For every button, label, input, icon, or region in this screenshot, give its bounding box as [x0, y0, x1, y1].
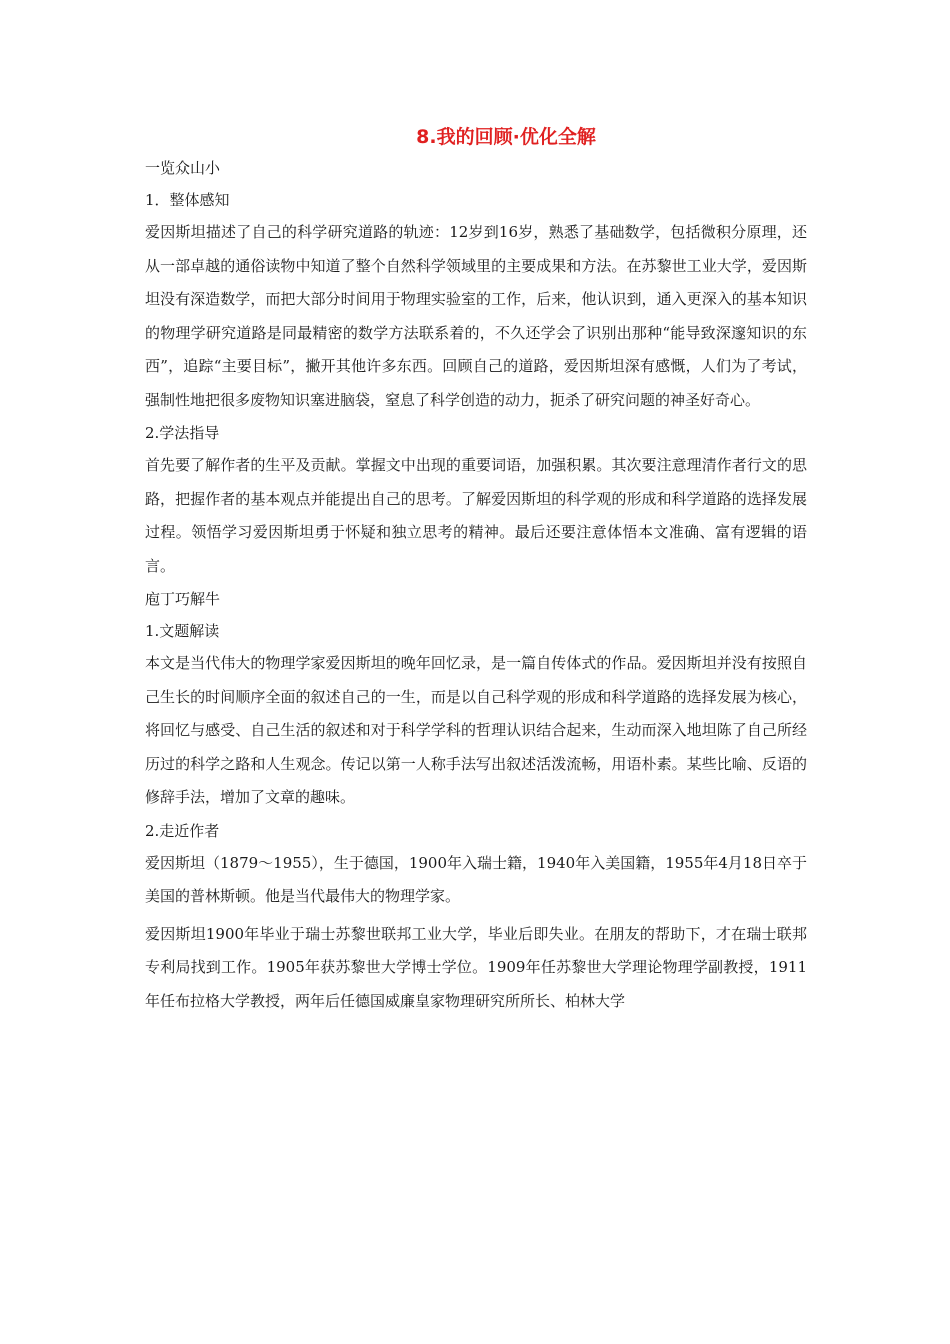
- subheading-about-author: 2.走近作者: [145, 821, 220, 840]
- document-page: [145, 122, 807, 1018]
- paragraph-author-bio-1: 爱因斯坦（1879～1955），生于德国，1900年入瑞士籍，1940年入美国籍，1955年4月18日卒于美国的普林斯顿。他是当代最伟大的物理学家。: [145, 853, 808, 905]
- section-heading-analysis: 庖丁巧解牛: [145, 590, 221, 608]
- paragraph-overall-perception: 爱因斯坦描述了自己的科学研究道路的轨迹：12岁到16岁，熟悉了基础数学，包括微积分原理，还从一部卓越的通俗读物中知道了整个自然科学领域里的主要成果和方法。在苏黎世工业大学，爱因斯坦没有深造数学，而把大部分时间用于物理实验室的工作，后来，他认识到，通入更深入的基本知识的物理学研究道路是同最精密的数学方法联系着的，不久还学会了识别出那种“能导致深邃知识的东西”，追踪“主要目标”，撇开其他许多东西。回顾自己的道路，爱因斯坦深有感慨，人们为了考试，强制性地把很多废物知识塞进脑袋，窒息了科学创造的动力，扼杀了研究问题的神圣好奇心。: [145, 223, 807, 409]
- section-heading-overview: 一览众山小: [145, 159, 221, 177]
- subheading-title-interpretation: 1.文题解读: [145, 622, 220, 640]
- paragraph-title-interpretation: 本文是当代伟大的物理学家爱因斯坦的晚年回忆录，是一篇自传体式的作品。爱因斯坦并没有按照自己生长的时间顺序全面的叙述自己的一生，而是以自己科学观的形成和科学道路的选择发展为核心，将回忆与感受、自己生活的叙述和对于科学学科的哲理认识结合起来，生动而深入地坦陈了自己所经历过的科学之路和人生观念。传记以第一人称手法写出叙述活泼流畅，用语朴素。某些比喻、反语的修辞手法，增加了文章的趣味。: [145, 654, 807, 806]
- paragraph-author-bio-2: 爱因斯坦1900年毕业于瑞士苏黎世联邦工业大学，毕业后即失业。在朋友的帮助下，才在瑞士联邦专利局找到工作。1905年获苏黎世大学博士学位。1909年任苏黎世大学理论物理学副教授，1911年任布拉格大学教授，两年后任德国威廉皇家物理研究所所长、柏林大学: [145, 924, 807, 1010]
- paragraph-study-guide: 首先要了解作者的生平及贡献。掌握文中出现的重要词语，加强积累。其次要注意理清作者行文的思路，把握作者的基本观点并能提出自己的思考。了解爱因斯坦的科学观的形成和科学道路的选择发展过程。领悟学习爱因斯坦勇于怀疑和独立思考的精神。最后还要注意体悟本文准确、富有逻辑的语言。: [145, 456, 807, 575]
- subheading-study-guide: 2.学法指导: [145, 424, 220, 442]
- subheading-overall-perception: 1．整体感知: [145, 191, 230, 209]
- document-title: 8.我的回顾·优化全解: [416, 126, 596, 148]
